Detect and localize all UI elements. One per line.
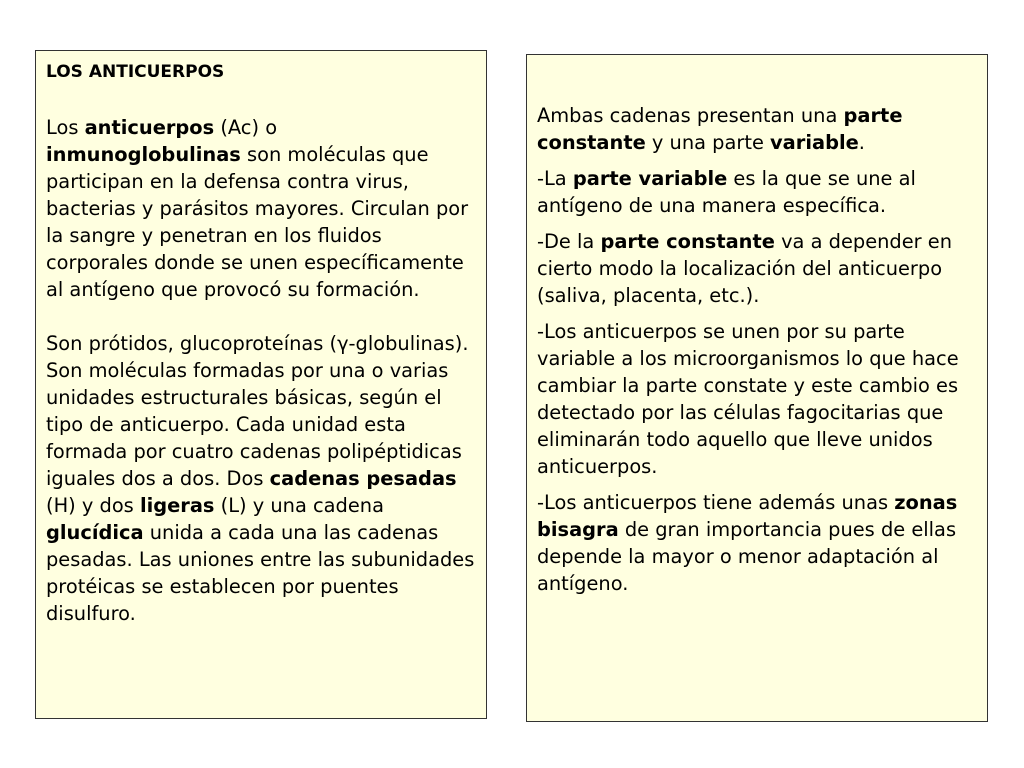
text-run: de gran importancia pues de ellas depende la mayor o menor adaptación al antígeno. — [537, 518, 957, 595]
spacer — [46, 84, 476, 114]
structure-paragraph — [46, 330, 476, 627]
text-run: (H) y dos — [46, 494, 140, 517]
bold-term: zonas bisagra — [537, 491, 958, 541]
text-run: va a depender en cierto modo la localización del anticuerpo (saliva, placenta, etc.). — [537, 230, 953, 307]
bold-term: ligeras — [139, 494, 215, 517]
text-run: -La — [537, 167, 573, 190]
right-paragraph — [537, 318, 977, 480]
text-run: -Los anticuerpos tiene además unas — [537, 491, 895, 514]
text-run: es la que se une al antígeno de una manera específica. — [537, 167, 916, 217]
bold-term: variable — [770, 131, 859, 154]
definition-paragraph — [46, 114, 476, 303]
text-run: . — [858, 131, 865, 154]
bold-term: parte variable — [572, 167, 728, 190]
text-run: Ambas cadenas presentan una — [537, 104, 844, 127]
bold-term: cadenas pesadas — [269, 467, 457, 490]
bold-term: anticuerpos — [84, 116, 215, 139]
right-paragraph — [537, 102, 977, 156]
bold-term: glucídica — [46, 521, 144, 544]
text-run: son moléculas que participan en la defensa contra virus, bacterias y parásitos mayores. Circulan por la sangre y penetran en los fluidos corporales donde se unen específicamente al antígeno que provocó su formación. — [46, 143, 469, 301]
text-run: unida a cada una las cadenas pesadas. Las uniones entre las subunidades protéicas se establecen por puentes disulfuro. — [46, 521, 475, 625]
bold-term: parte constante — [537, 104, 903, 154]
text-run: Los — [46, 116, 85, 139]
right-paragraph — [537, 165, 977, 219]
right-text-panel — [526, 54, 988, 722]
right-paragraph — [537, 228, 977, 309]
left-text-panel — [35, 50, 487, 719]
text-run: -De la — [537, 230, 601, 253]
text-run: Son prótidos, glucoproteínas (γ-globulinas). Son moléculas formadas por una o varias unidades estructurales básicas, según el tipo de anticuerpo. Cada unidad esta formada por cuatro cadenas polipéptidicas iguales dos a dos. Dos — [46, 332, 469, 490]
text-run: y una parte — [645, 131, 771, 154]
spacer — [46, 303, 476, 330]
text-run: (Ac) o — [214, 116, 278, 139]
bold-term: parte constante — [600, 230, 775, 253]
text-run: (L) y una cadena — [214, 494, 384, 517]
text-run: -Los anticuerpos se unen por su parte variable a los microorganismos lo que hace cambiar la parte constate y este cambio es detectado por las células fagocitarias que eliminarán todo aquello que lleve unidos anticuerpos. — [537, 320, 959, 478]
right-paragraph — [537, 489, 977, 597]
panel-title: LOS ANTICUERPOS — [46, 62, 225, 82]
bold-term: inmunoglobulinas — [46, 143, 241, 166]
